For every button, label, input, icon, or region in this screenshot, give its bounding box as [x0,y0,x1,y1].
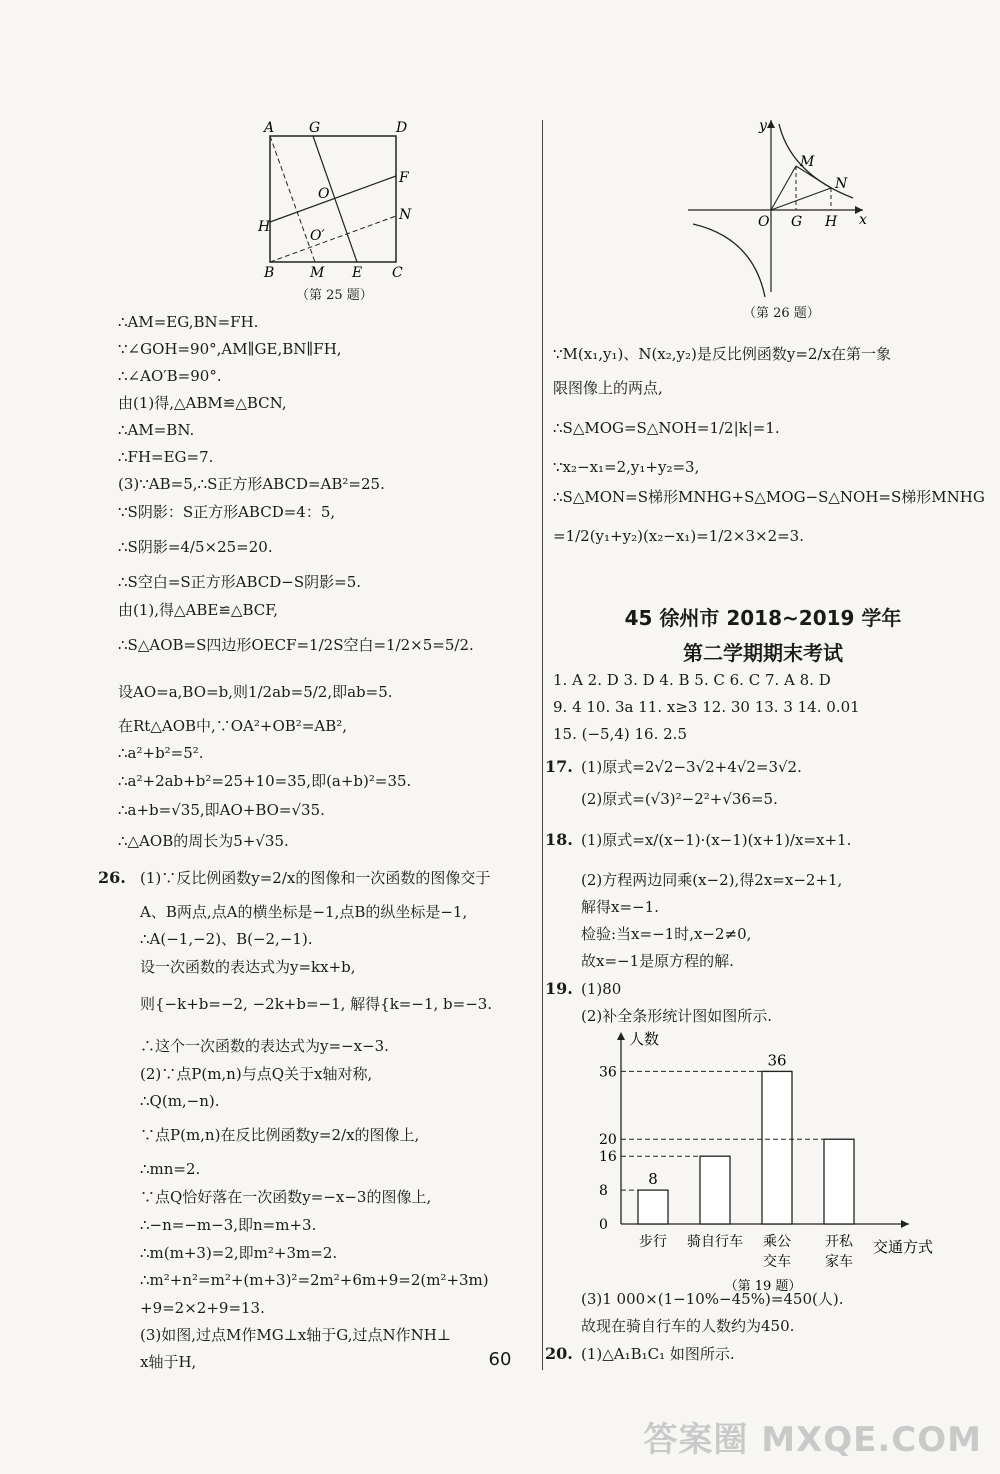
bar-chart-19 [553,1024,973,1294]
y-tick-label: 16 [599,1149,617,1166]
label-H: H [825,214,838,230]
figure-26-caption: （第 26 题） [743,306,820,321]
category-label: 乘公 [763,1234,791,1250]
text-line: ∵M(x₁,y₁)、N(x₂,y₂)是反比例函数y=2/x在第一象 [553,345,891,363]
y-tick-label: 8 [599,1183,608,1200]
text-line: ∵x₂−x₁=2,y₁+y₂=3, [553,458,700,476]
text-line: 故x=−1是原方程的解. [581,952,734,970]
text-line: ∵点P(m,n)在反比例函数y=2/x的图像上, [140,1126,420,1144]
label-F: F [399,170,409,186]
y-axis-label: 人数 [629,1030,660,1048]
axis-label-y: y [759,118,767,134]
label-C: C [392,265,403,281]
text-line: (1)∵反比例函数y=2/x的图像和一次函数的图像交于 [140,869,491,887]
text-line: 设AO=a,BO=b,则1/2ab=5/2,即ab=5. [118,683,393,701]
category-label: 开私 [825,1234,853,1250]
section-subtitle: 第二学期期末考试 [683,641,843,665]
label-G: G [309,120,321,136]
text-line: (1)原式=2√2−3√2+4√2=3√2. [581,758,802,776]
label-M: M [800,154,815,170]
text-line: ∵点Q恰好落在一次函数y=−x−3的图像上, [140,1188,432,1206]
text-line: ∴mn=2. [140,1160,201,1178]
text-line: 由(1),得△ABE≌△BCF, [118,601,279,619]
text-line: ∴S空白=S正方形ABCD−S阴影=5. [118,573,362,591]
label-M: M [310,265,325,281]
text-line: 由(1)得,△ABM≌△BCN, [118,394,287,412]
text-line: 在Rt△AOB中,∵OA²+OB²=AB², [118,717,348,735]
answer-line: 1. A 2. D 3. D 4. B 5. C 6. C 7. A 8. D [553,671,831,689]
x-axis-arrow [901,1220,909,1228]
y-axis-arrow [617,1032,625,1040]
y-tick-label: 36 [599,1064,617,1081]
text-line: 限图像上的两点, [553,379,663,397]
text-line: (2)原式=(√3)²−2²+√36=5. [581,790,778,808]
bar-data-label: 8 [648,1170,658,1189]
text-line: (3)∵AB=5,∴S正方形ABCD=AB²=25. [118,475,385,493]
text-line: ∴Q(m,−n). [140,1092,220,1110]
text-line: ∵∠GOH=90°,AM∥GE,BN∥FH, [118,340,342,358]
bar [762,1071,792,1224]
label-N: N [835,176,848,192]
category-label: 骑自行车 [687,1234,743,1250]
text-line: (3)1 000×(1−10%−45%)=450(人). [581,1290,844,1308]
answer-line: 15. (−5,4) 16. 2.5 [553,725,687,743]
text-line: ∴S阴影=4/5×25=20. [118,538,273,556]
text-line: +9=2×2+9=13. [140,1299,265,1317]
text-line: ∴FH=EG=7. [118,448,214,466]
category-label: 交车 [763,1254,791,1270]
x-axis-label: 交通方式 [873,1238,934,1256]
text-line: (1)△A₁B₁C₁ 如图所示. [581,1345,735,1363]
text-line: (2)方程两边同乘(x−2),得2x=x−2+1, [581,871,843,889]
text-line: ∴∠AO′B=90°. [118,367,222,385]
category-label: 步行 [639,1234,667,1250]
label-B: B [264,265,275,281]
text-line: (3)如图,过点M作MG⊥x轴于G,过点N作NH⊥ [140,1326,451,1344]
y-tick-label: 0 [599,1217,608,1233]
label-G: G [791,214,803,230]
label-A: A [264,120,275,136]
label-N: N [399,207,412,223]
chart-caption: （第 19 题） [724,1279,802,1294]
label-O-prime: O′ [310,228,325,244]
question-number: 18. [545,830,573,849]
text-line: x轴于H, [140,1353,197,1371]
text-line: ∴m²+n²=m²+(m+3)²=2m²+6m+9=2(m²+3m) [140,1271,489,1289]
text-line: ∵S阴影：S正方形ABCD=4：5, [118,503,336,521]
text-line: =1/2(y₁+y₂)(x₂−x₁)=1/2×3×2=3. [553,527,804,545]
bar [824,1139,854,1224]
category-label: 家车 [825,1254,853,1270]
text-line: A、B两点,点A的横坐标是−1,点B的纵坐标是−1, [140,903,468,921]
bar [700,1156,730,1224]
text-line: (2)∵点P(m,n)与点Q关于x轴对称, [140,1065,373,1083]
text-line: (1)原式=x/(x−1)·(x−1)(x+1)/x=x+1. [581,831,852,849]
label-E: E [352,265,363,281]
bar-data-label: 36 [767,1051,787,1070]
text-line: ∴m(m+3)=2,即m²+3m=2. [140,1244,338,1262]
question-number: 17. [545,757,573,776]
section-title: 45 徐州市 2018~2019 学年 [624,606,902,630]
figure-25 [118,112,538,302]
text-line: ∴△AOB的周长为5+√35. [118,832,289,850]
text-line: (2)补全条形统计图如图所示. [581,1007,773,1025]
label-H: H [258,219,271,235]
page-number: 60 [488,1349,512,1370]
text-line: ∴−n=−m−3,即n=m+3. [140,1216,317,1234]
text-line: ∴a²+b²=5². [118,744,204,762]
label-D: D [396,120,408,136]
figure-26 [553,112,973,312]
text-line: ∴S△AOB=S四边形OECF=1/2S空白=1/2×5=5/2. [118,636,474,654]
text-line: (1)80 [581,980,622,998]
bar [638,1190,668,1224]
text-line: ∴AM=EG,BN=FH. [118,313,259,331]
answer-line: 9. 4 10. 3a 11. x≥3 12. 30 13. 3 14. 0.01 [553,698,860,716]
text-line: ∴a²+2ab+b²=25+10=35,即(a+b)²=35. [118,772,412,790]
label-O: O [758,214,770,230]
question-number: 20. [545,1344,573,1363]
question-number: 26. [98,868,126,887]
text-line: 则{−k+b=−2, −2k+b=−1, 解得{k=−1, b=−3. [140,995,493,1013]
axis-label-x: x [859,212,867,228]
label-O: O [318,186,330,202]
text-line: 解得x=−1. [581,898,659,916]
text-line: ∴S△MOG=S△NOH=1/2|k|=1. [553,419,780,437]
column-divider [542,120,543,1370]
text-line: ∴S△MON=S梯形MNHG+S△MOG−S△NOH=S梯形MNHG [553,488,985,506]
watermark: 答案圈 MXQE.COM [643,1420,982,1460]
text-line: 故现在骑自行车的人数约为450. [581,1317,795,1335]
text-line: ∴AM=BN. [118,421,195,439]
question-number: 19. [545,979,573,998]
y-tick-label: 20 [599,1132,617,1149]
text-line: ∴A(−1,−2)、B(−2,−1). [140,930,313,948]
text-line: ∴a+b=√35,即AO+BO=√35. [118,801,325,819]
figure-25-caption: （第 25 题） [296,288,373,303]
text-line: 检验:当x=−1时,x−2≠0, [581,925,752,943]
text-line: 设一次函数的表达式为y=kx+b, [140,958,356,976]
text-line: ∴这个一次函数的表达式为y=−x−3. [140,1037,389,1055]
